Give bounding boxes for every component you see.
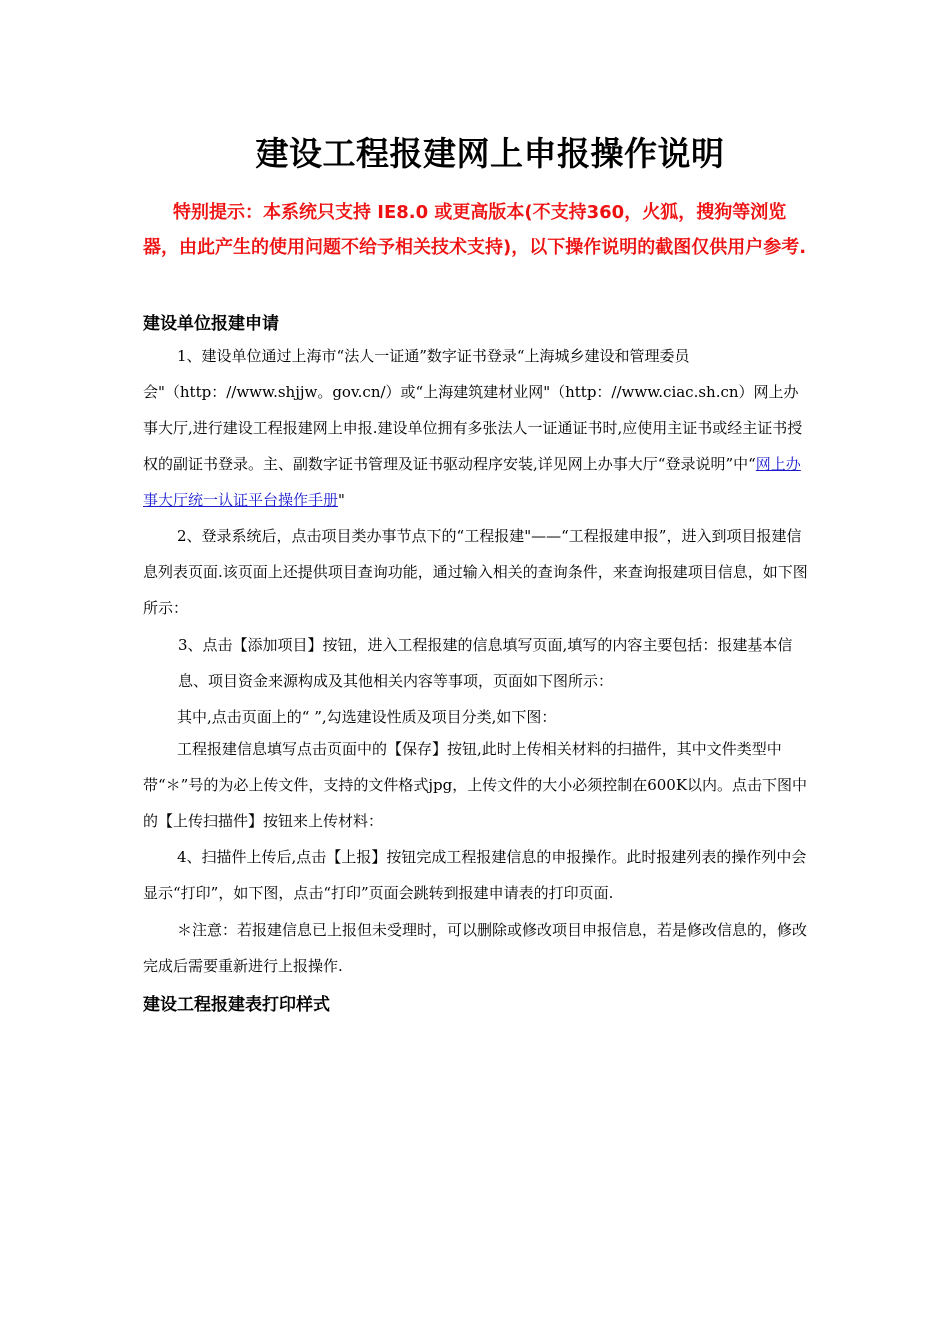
paragraph-submit <box>143 839 808 911</box>
section-heading-print-style: 建设工程报建表打印样式 <box>143 995 330 1015</box>
paragraph-note <box>143 912 808 984</box>
paragraph-list-page-text: 2、登录系统后，点击项目类办事节点下的“工程报建"——“工程报建申报”，进入到项目报建信息列表页面.该页面上还提供项目查询功能，通过输入相关的查询条件，来查询报建项目信息，如下图所示： <box>143 527 808 617</box>
paragraph-login <box>143 338 808 518</box>
manual-link[interactable]: 网上办事大厅统一认证平台操作手册 <box>143 455 801 509</box>
paragraph-check-nature <box>143 699 808 735</box>
paragraph-upload-text: 工程报建信息填写点击页面中的【保存】按钮,此时上传相关材料的扫描件，其中文件类型中带“＊”号的为必上传文件，支持的文件格式jpg，上传文件的大小必须控制在600K以内。点击下图中的【上传扫描件】按钮来上传材料： <box>143 740 808 830</box>
paragraph-add-project-text: 3、点击【添加项目】按钮，进入工程报建的信息填写页面,填写的内容主要包括：报建基本信息、项目资金来源构成及其他相关内容等事项，页面如下图所示： <box>178 636 793 690</box>
paragraph-submit-text: 4、扫描件上传后,点击【上报】按钮完成工程报建信息的申报操作。此时报建列表的操作列中会显示“打印”，如下图，点击“打印”页面会跳转到报建申请表的打印页面. <box>143 848 807 902</box>
paragraph-add-project <box>178 627 808 699</box>
paragraph-upload <box>143 731 808 839</box>
paragraph-note-text: ＊注意：若报建信息已上报但未受理时，可以删除或修改项目申报信息，若是修改信息的，修改完成后需要重新进行上报操作. <box>143 921 808 975</box>
page-title: 建设工程报建网上申报操作说明 <box>255 134 725 173</box>
section-heading-registration: 建设单位报建申请 <box>143 314 279 334</box>
notice-text: 特别提示：本系统只支持 IE8.0 或更高版本(不支持360，火狐，搜狗等浏览器，由此产生的使用问题不给予相关技术支持)，以下操作说明的截图仅供用户参考. <box>143 202 807 258</box>
paragraph-login-text: 1、建设单位通过上海市“法人一证通”数字证书登录“上海城乡建设和管理委员会"（http：//www.shjjw。gov.cn/）或“上海建筑建材业网"（http：//www.ciac.sh.cn）网上办事大厅,进行建设工程报建网上申报.建设单位拥有多张法人一证通证书时,应使用主证书或经主证书授权的副证书登录。主、副数字证书管理及证书驱动程序安装,详见网上办事大厅“登录说明”中“ <box>143 347 803 473</box>
paragraph-check-nature-text: 其中,点击页面上的“ ”,勾选建设性质及项目分类,如下图： <box>177 708 557 726</box>
paragraph-login-tail: " <box>338 491 345 509</box>
paragraph-list-page <box>143 518 808 626</box>
special-notice <box>143 195 808 265</box>
